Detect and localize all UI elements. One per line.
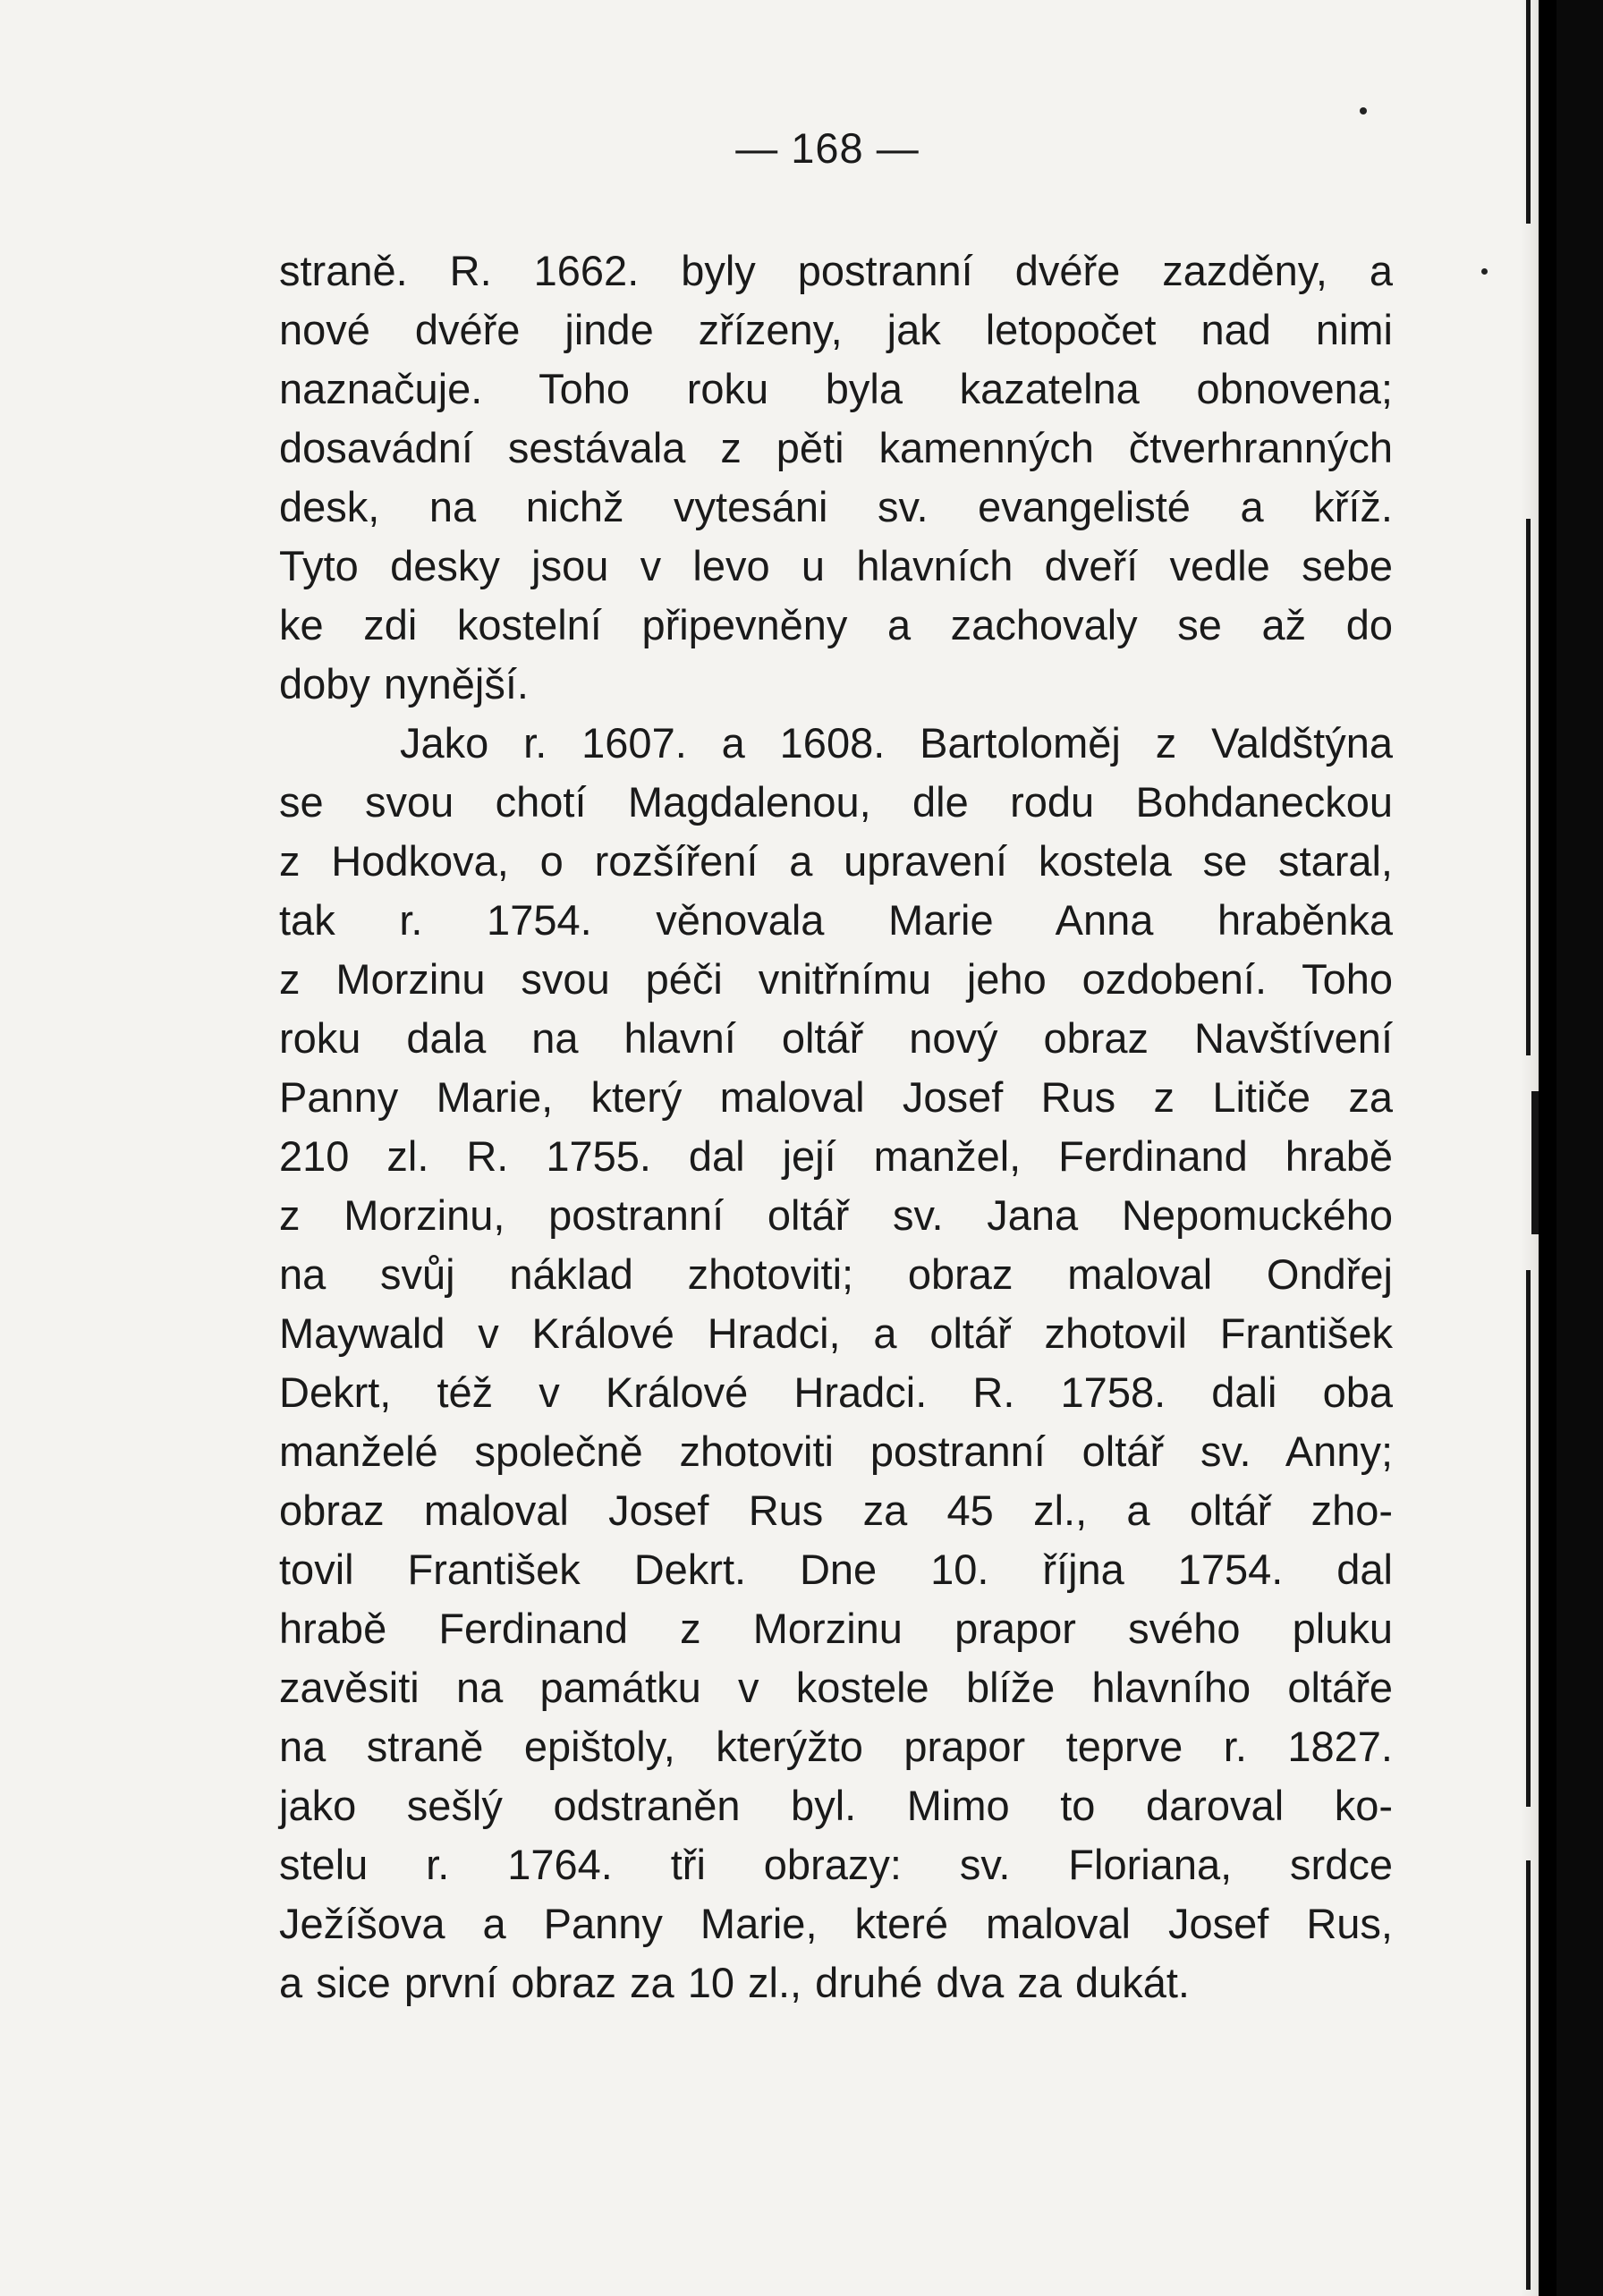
binding-line — [1526, 1860, 1531, 2290]
binding-line — [1526, 1270, 1531, 1807]
text-line: Panny Marie, který maloval Josef Rus z Litiče za — [279, 1073, 1393, 1121]
text-line: stelu r. 1764. tři obrazy: sv. Floriana, srdce — [279, 1841, 1393, 1888]
text-line: obraz maloval Josef Rus za 45 zl., a oltář zho- — [279, 1487, 1393, 1534]
text-line: na straně epištoly, kterýžto prapor teprve r. 1827. — [279, 1723, 1393, 1770]
text-line: naznačuje. Toho roku byla kazatelna obnovena; — [279, 365, 1393, 412]
text-line: zavěsiti na památku v kostele blíže hlavního oltáře — [279, 1664, 1393, 1711]
text-line: straně. R. 1662. byly postranní dvéře zazděny, a — [279, 247, 1393, 294]
text-line: z Morzinu svou péči vnitřnímu jeho ozdobení. Toho — [279, 955, 1393, 1003]
text-line: ke zdi kostelní připevněny a zachovaly se až do — [279, 601, 1393, 648]
text-line: hrabě Ferdinand z Morzinu prapor svého pluku — [279, 1605, 1393, 1652]
text-line: Ježíšova a Panny Marie, které maloval Josef Rus, — [279, 1900, 1393, 1947]
text-line: na svůj náklad zhotoviti; obraz maloval Ondřej — [279, 1250, 1393, 1298]
text-line: a sice první obraz za 10 zl., druhé dva za dukát. — [279, 1959, 1190, 2006]
text-line: se svou chotí Magdalenou, dle rodu Bohdaneckou — [279, 778, 1393, 826]
text-line: Dekrt, též v Králové Hradci. R. 1758. dali oba — [279, 1368, 1393, 1416]
text-line: desk, na nichž vytesáni sv. evangelisté a kříž. — [279, 483, 1393, 530]
ink-speck — [1481, 268, 1488, 275]
text-line: 210 zl. R. 1755. dal její manžel, Ferdinand hrabě — [279, 1132, 1393, 1180]
text-line: jako sešlý odstraněn byl. Mimo to daroval ko- — [279, 1782, 1393, 1829]
text-line: Tyto desky jsou v levo u hlavních dveří vedle sebe — [279, 542, 1393, 589]
ink-speck — [1360, 107, 1367, 114]
binding-line — [1526, 0, 1531, 224]
text-line: manželé společně zhotoviti postranní oltář sv. Anny; — [279, 1428, 1393, 1475]
text-line: doby nynější. — [279, 660, 529, 707]
text-line: Maywald v Králové Hradci, a oltář zhotovil František — [279, 1309, 1393, 1357]
text-line: tak r. 1754. věnovala Marie Anna hraběnka — [279, 896, 1393, 944]
page-number: — 168 — — [735, 124, 920, 172]
binding-line — [1531, 1091, 1539, 1234]
text-line: nové dvéře jinde zřízeny, jak letopočet nad nimi — [279, 306, 1393, 353]
text-line: dosavádní sestávala z pěti kamenných čtverhranných — [279, 424, 1393, 471]
scan-background — [1556, 0, 1603, 2296]
text-line: roku dala na hlavní oltář nový obraz Navštívení — [279, 1014, 1393, 1062]
binding-line — [1526, 519, 1531, 1055]
body-text — [279, 241, 1393, 2012]
text-line: z Morzinu, postranní oltář sv. Jana Nepomuckého — [279, 1191, 1393, 1239]
text-line: tovil František Dekrt. Dne 10. října 1754. dal — [279, 1546, 1393, 1593]
text-line: z Hodkova, o rozšíření a upravení kostela se staral, — [279, 837, 1393, 885]
text-line: Jako r. 1607. a 1608. Bartoloměj z Valdštýna — [400, 719, 1393, 767]
